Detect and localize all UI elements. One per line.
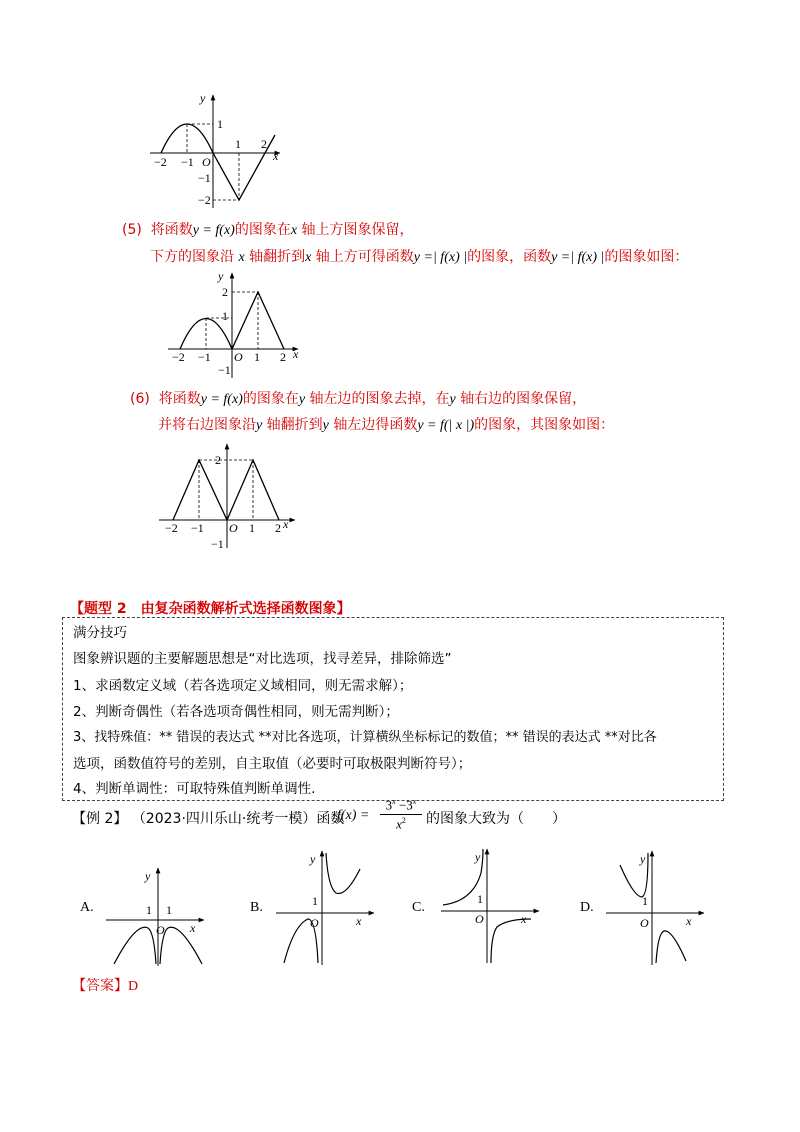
svg-text:−2: −2 bbox=[172, 350, 185, 364]
svg-text:x: x bbox=[686, 914, 692, 928]
x-tick-label: −1 bbox=[181, 155, 194, 169]
svg-text:1: 1 bbox=[477, 892, 483, 906]
tips-line: 选项，函数值符号的差别，自主取值（必要时可取极限判断符号）； bbox=[73, 756, 472, 772]
option-d-graph[interactable] bbox=[600, 845, 715, 970]
step-5-line-1: (5) 将函数y = f(x)的图象在x 轴上方图象保留， bbox=[122, 222, 414, 238]
origin-label: O bbox=[202, 155, 211, 169]
graph-3 bbox=[155, 436, 315, 554]
section-title: 【题型 2 由复杂函数解析式选择函数图象】 bbox=[70, 601, 351, 617]
svg-text:1: 1 bbox=[222, 309, 228, 323]
option-c-graph[interactable] bbox=[435, 843, 550, 968]
y-axis-label: y bbox=[200, 91, 206, 105]
svg-text:x: x bbox=[356, 914, 362, 928]
svg-text:O: O bbox=[475, 912, 484, 926]
svg-text:1: 1 bbox=[642, 894, 648, 908]
svg-text:1: 1 bbox=[166, 903, 172, 917]
tips-line: 3、找特殊值：** 错误的表达式 **对比各选项，计算横纵坐标标记的数值；** 错误的表达式 **对比各 bbox=[73, 730, 657, 745]
x-axis-label: x bbox=[273, 149, 279, 163]
svg-text:−1: −1 bbox=[211, 537, 224, 551]
svg-text:2: 2 bbox=[222, 285, 228, 299]
option-a-graph[interactable] bbox=[100, 862, 215, 972]
svg-text:1: 1 bbox=[249, 521, 255, 535]
x-tick-label: 1 bbox=[235, 137, 241, 151]
svg-text:−1: −1 bbox=[198, 350, 211, 364]
svg-text:−1: −1 bbox=[191, 521, 204, 535]
x-tick-label: 2 bbox=[261, 137, 267, 151]
svg-text:−1: −1 bbox=[218, 363, 231, 377]
tips-box bbox=[62, 617, 724, 801]
step-5-line-2: 下方的图象沿 x 轴翻折到x 轴上方可得函数y =| f(x) |的图象，函数y =| f(x) |的图象如图： bbox=[150, 249, 689, 265]
step-number: (5) bbox=[122, 222, 142, 238]
svg-text:x: x bbox=[521, 912, 527, 926]
svg-text:x: x bbox=[283, 517, 289, 531]
svg-text:y: y bbox=[640, 852, 646, 866]
svg-text:O: O bbox=[229, 521, 238, 535]
tips-line: 1、求函数定义域（若各选项定义域相同，则无需求解）； bbox=[73, 678, 413, 694]
svg-text:−2: −2 bbox=[165, 521, 178, 535]
y-tick-label: −1 bbox=[198, 171, 211, 185]
tips-line: 2、判断奇偶性（若各选项奇偶性相同，则无需判断）； bbox=[73, 704, 399, 720]
tips-line: 4、判断单调性：可取特殊值判断单调性. bbox=[73, 781, 316, 797]
svg-text:2: 2 bbox=[280, 350, 286, 364]
svg-text:y: y bbox=[145, 869, 151, 883]
svg-text:O: O bbox=[234, 350, 243, 364]
step-6-line-1: (6) 将函数y = f(x)的图象在y 轴左边的图象去掉，在y 轴右边的图象保留， bbox=[130, 391, 587, 407]
svg-text:x: x bbox=[293, 347, 299, 361]
fraction-denominator: $x^2$ bbox=[396, 816, 406, 832]
svg-text:x: x bbox=[190, 921, 196, 935]
option-a-label[interactable]: A. bbox=[80, 900, 94, 915]
graph-1 bbox=[140, 90, 300, 215]
fraction-numerator: $3^x -3^x$ bbox=[385, 797, 417, 813]
svg-text:1: 1 bbox=[312, 894, 318, 908]
example-label: 【例 2】 bbox=[72, 811, 128, 827]
svg-text:2: 2 bbox=[275, 521, 281, 535]
x-tick-label: −2 bbox=[154, 155, 167, 169]
function-curve bbox=[161, 124, 275, 200]
answer: 【答案】D bbox=[72, 978, 139, 994]
y-tick-label: −2 bbox=[198, 193, 211, 207]
step-6-line-2: 并将右边图象沿y 轴翻折到y 轴左边得函数y = f(| x |)的图象，其图象如图： bbox=[158, 417, 615, 433]
tips-line: 图象辨识题的主要解题思想是“对比选项，找寻差异，排除筛选” bbox=[73, 651, 452, 667]
y-tick-label: 1 bbox=[217, 117, 223, 131]
graph-2 bbox=[160, 268, 320, 383]
svg-text:y: y bbox=[218, 269, 224, 283]
svg-text:O: O bbox=[156, 923, 165, 937]
svg-text:2: 2 bbox=[215, 453, 221, 467]
example-question: 【例 2】 （2023·四川乐山·统考一模）函数 bbox=[72, 811, 345, 827]
option-d-label[interactable]: D. bbox=[580, 900, 594, 915]
svg-text:y: y bbox=[475, 850, 481, 864]
function-lhs: f(x) = bbox=[337, 808, 370, 823]
option-b-graph[interactable] bbox=[270, 845, 385, 970]
svg-text:1: 1 bbox=[254, 350, 260, 364]
svg-text:O: O bbox=[640, 916, 649, 930]
svg-text:y: y bbox=[310, 852, 316, 866]
svg-text:1: 1 bbox=[146, 903, 152, 917]
tips-heading: 满分技巧 bbox=[73, 625, 127, 641]
option-b-label[interactable]: B. bbox=[250, 900, 263, 915]
function-curve bbox=[173, 460, 279, 520]
fraction bbox=[378, 797, 424, 833]
option-c-label[interactable]: C. bbox=[412, 900, 425, 915]
example-tail: 的图象大致为（ ） bbox=[426, 811, 566, 827]
svg-text:O: O bbox=[310, 916, 319, 930]
